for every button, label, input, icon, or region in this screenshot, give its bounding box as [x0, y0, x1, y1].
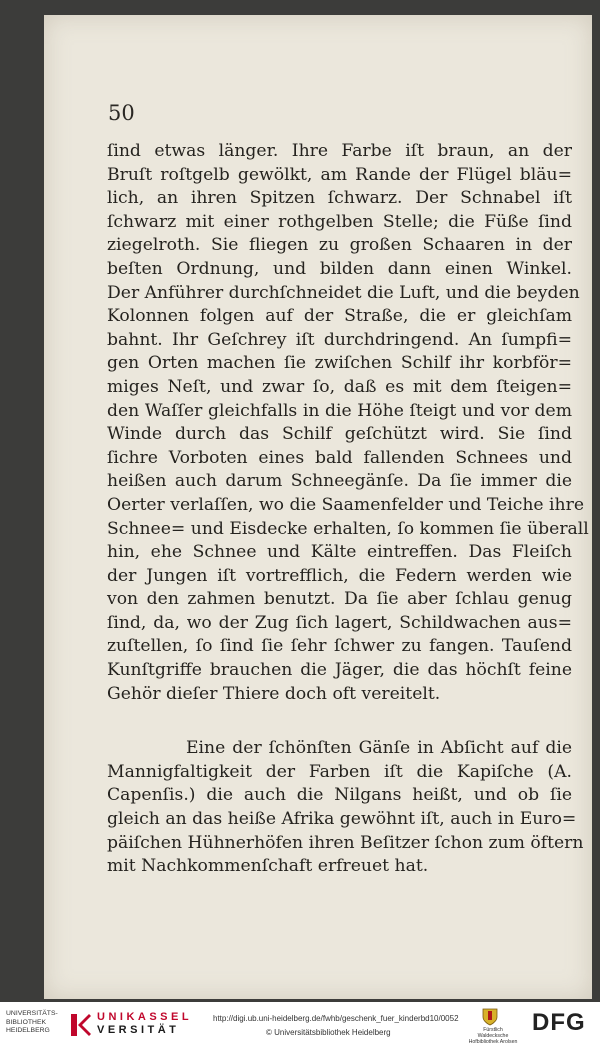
text-line: Capenſis.) die auch die Nilgans heißt, und ob ſie [107, 785, 572, 806]
text-line: Schnee= und Eisdecke erhalten, ſo kommen ſie überall [107, 518, 589, 539]
text-line: gen Orten machen ſie zwiſchen Schilf ihr korbför= [107, 353, 572, 374]
text-line: gleich an das heiße Afrika gewöhnt iſt, auch in Euro= [107, 809, 577, 830]
paragraph-2 [107, 737, 584, 879]
text-line: ſichre Vorboten eines bald fallenden Schnees und [107, 447, 572, 468]
text-line: Gehör dieſer Thiere doch oft vereitelt. [107, 683, 441, 704]
text-line: Eine der ſchönſten Gänſe in Abſicht auf die [186, 738, 572, 759]
text-line: ſchwarz mit einer rothgelben Stelle; die Füße ſind [107, 211, 572, 232]
kassel-logo-icon [70, 1012, 92, 1038]
footer-bar [0, 1002, 600, 1047]
copyright-notice: © Universitätsbibliothek Heidelberg [266, 1028, 391, 1037]
text-line: ziegelroth. Sie fliegen zu großen Schaaren in der [107, 235, 572, 256]
text-line: den Waſſer gleichfalls in die Höhe ſteigt und vor dem [107, 400, 572, 421]
text-line: Kunſtgriffe brauchen die Jäger, die das höchſt feine [107, 660, 572, 681]
text-line: von den zahmen benutzt. Da ſie aber ſchlau genug [107, 589, 572, 610]
uni-heidelberg-label: UNIVERSITÄTS- BIBLIOTHEK HEIDELBERG [6, 1010, 58, 1034]
paragraph-1 [107, 140, 589, 706]
text-line: Mannigfaltigkeit der Farben iſt die Kapiſche (A. [107, 761, 572, 782]
text-line: päiſchen Hühnerhöfen ihren Beſitzer ſchon zum öftern [107, 832, 584, 853]
text-line: Winde durch das Schilf geſchützt wird. Sie ſind [107, 424, 572, 445]
page-text [107, 140, 589, 879]
text-line: Oerter verlaſſen, wo die Saamenfelder und Teiche ihre [107, 494, 585, 515]
text-line: heißen auch darum Schneegänſe. Da ſie immer die [107, 471, 572, 492]
source-url-link[interactable]: http://digi.ub.uni-heidelberg.de/fwhb/geschenk_fuer_kinderbd10/0052 [213, 1014, 459, 1023]
text-line: ſind etwas länger. Ihre Farbe iſt braun, an der [107, 141, 572, 161]
uni-kassel-logo: UNIKASSEL VERSITÄT [97, 1011, 193, 1036]
text-line: Kolonnen folgen auf der Straße, die er gleichſam [107, 306, 572, 327]
dfg-logo: DFG [532, 1009, 586, 1036]
text-line: Der Anführer durchſchneidet die Luft, und die beyden [107, 282, 580, 303]
text-line: Bruſt roſtgelb gewölkt, am Rande der Flügel bläu= [107, 164, 572, 185]
text-line: ſind, da, wo der Zug ſich lagert, Schildwachen aus= [107, 612, 572, 633]
text-line: der Jungen iſt vortrefflich, die Federn werden wie [107, 565, 572, 586]
text-line: zuſtellen, ſo ſind ſie ſehr ſchwer zu fangen. Tauſend [107, 636, 572, 657]
text-line: lich, an ihren Spitzen ſchwarz. Der Schnabel iſt [107, 188, 572, 209]
text-line: hin, ehe Schnee und Kälte eintreffen. Das Fleiſch [107, 542, 572, 563]
page-number: 50 [108, 101, 135, 125]
text-line: miges Neſt, und zwar ſo, daß es mit dem ſteigen= [107, 376, 572, 397]
waldeck-crest-icon [482, 1008, 498, 1026]
text-line: bahnt. Ihr Geſchrey iſt durchdringend. An ſumpfi= [107, 329, 572, 350]
text-line: beſten Ordnung, und bilden dann einen Winkel. [107, 258, 572, 279]
waldeck-library-label: Fürstlich Waldecksche Hofbibliothek Arolsen [468, 1027, 518, 1045]
text-line: mit Nachkommenſchaft erfreuet hat. [107, 856, 429, 877]
